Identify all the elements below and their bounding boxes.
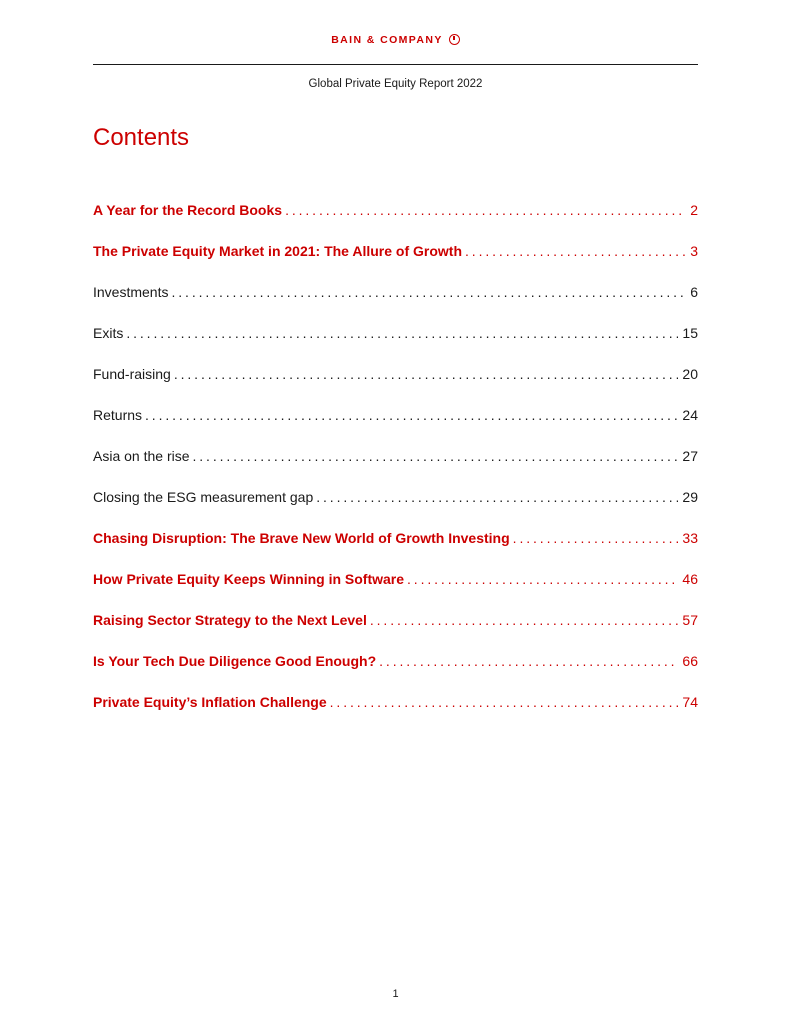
brand-logo (0, 34, 791, 46)
toc-entry[interactable] (93, 610, 698, 651)
toc-entry-page: 24 (682, 407, 698, 423)
header-divider (93, 64, 698, 65)
toc-entry-label: The Private Equity Market in 2021: The Allure of Growth (93, 243, 463, 259)
toc-entry-page: 46 (682, 571, 698, 587)
toc-entry-page: 74 (682, 694, 698, 710)
toc-entry-page: 33 (682, 530, 698, 546)
toc-entry-page: 3 (690, 243, 698, 259)
toc-entry-page: 15 (682, 325, 698, 341)
toc-entry-page: 57 (682, 612, 698, 628)
toc-entry-label: Exits (93, 325, 124, 341)
toc-entry-label: Private Equity’s Inflation Challenge (93, 694, 327, 710)
table-of-contents (93, 200, 698, 733)
toc-entry[interactable] (93, 569, 698, 610)
toc-entry[interactable] (93, 282, 698, 323)
toc-entry[interactable] (93, 364, 698, 405)
toc-entry[interactable] (93, 405, 698, 446)
toc-entry-label: Asia on the rise (93, 448, 190, 464)
dot-leader (145, 405, 678, 425)
dot-leader (285, 200, 686, 220)
toc-entry-label: A Year for the Record Books (93, 202, 283, 218)
toc-entry[interactable] (93, 241, 698, 282)
toc-entry-page: 6 (690, 284, 698, 300)
brand-name: BAIN & COMPANY (331, 34, 443, 46)
toc-entry[interactable] (93, 323, 698, 364)
dot-leader (171, 282, 686, 302)
toc-entry[interactable] (93, 528, 698, 569)
toc-entry-label: Is Your Tech Due Diligence Good Enough? (93, 653, 377, 669)
toc-entry[interactable] (93, 487, 698, 528)
toc-entry-label: Returns (93, 407, 143, 423)
toc-entry-label: Raising Sector Strategy to the Next Level (93, 612, 367, 628)
dot-leader (174, 364, 679, 384)
page-number: 1 (392, 988, 399, 1000)
toc-entry-page: 27 (682, 448, 698, 464)
dot-leader (330, 692, 679, 712)
report-title: Global Private Equity Report 2022 (308, 78, 483, 90)
toc-entry[interactable] (93, 446, 698, 487)
dot-leader (126, 323, 678, 343)
toc-entry-label: Chasing Disruption: The Brave New World of Growth Investing (93, 530, 510, 546)
toc-entry-label: Closing the ESG measurement gap (93, 489, 314, 505)
dot-leader (316, 487, 678, 507)
bain-logo-icon (449, 34, 460, 45)
toc-entry-label: How Private Equity Keeps Winning in Software (93, 571, 405, 587)
toc-entry-page: 66 (682, 653, 698, 669)
contents-heading: Contents (93, 124, 190, 151)
toc-entry-page: 29 (682, 489, 698, 505)
dot-leader (370, 610, 679, 630)
toc-entry-page: 2 (690, 202, 698, 218)
dot-leader (379, 651, 678, 671)
dot-leader (193, 446, 679, 466)
dot-leader (513, 528, 679, 548)
toc-entry[interactable] (93, 692, 698, 733)
dot-leader (465, 241, 686, 261)
dot-leader (407, 569, 678, 589)
toc-entry-label: Fund-raising (93, 366, 171, 382)
toc-entry[interactable] (93, 200, 698, 241)
toc-entry-label: Investments (93, 284, 169, 300)
toc-entry[interactable] (93, 651, 698, 692)
toc-entry-page: 20 (682, 366, 698, 382)
